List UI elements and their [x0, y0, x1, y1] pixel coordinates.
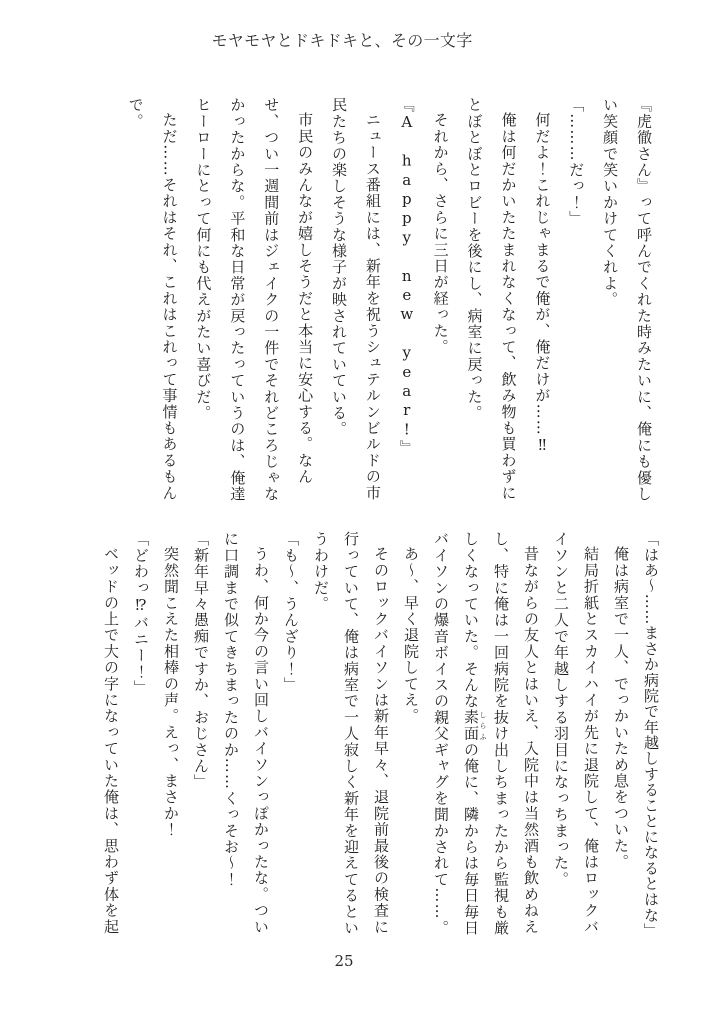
- story-title: モヤモヤとドキドキと、その一文字: [211, 31, 473, 50]
- paragraph-narration: そのロックバイソンは新年早々、退院前最後の検査に行っていて、俺は病室で一人寂しく新年を迎えてるというわけだ。: [312, 531, 390, 936]
- paragraph-narration-with-ruby: [426, 531, 546, 950]
- paragraph-narration: 俺は病室で一人、でっかいため息をついた。: [612, 546, 630, 870]
- ruby-annotation: [462, 709, 487, 742]
- paragraph-dialogue: 「も〜、うんざり！」: [282, 531, 300, 693]
- paragraph-narration: ベッドの上で大の字になっていた俺は、思わず体を起: [102, 546, 120, 935]
- text-block-upper: [118, 97, 660, 516]
- paragraph-narration: 結局折紙とスカイハイが先に退院して、俺はロックバイソンと二人で年越しする羽目になっちまった。: [552, 531, 600, 935]
- paragraph-narration: 突然聞こえた相棒の声。えっ、まさか！: [162, 546, 180, 838]
- paragraph-narration: 何だよ！これじゃまるで俺が、俺だけが……‼: [533, 112, 552, 456]
- paragraph-narration: ただ……それはそれ、これはこれって事情もあるもんで。: [126, 97, 179, 501]
- paragraph-dialogue: 「新年早々愚痴ですか、おじさん」: [192, 531, 210, 791]
- paragraph-quote-latin: [389, 97, 423, 516]
- paragraph-narration: それから、さらに三日が経った。: [431, 112, 450, 355]
- page-number: 25: [334, 952, 354, 970]
- paragraph-quote: 『虎徹さん』って呼んでくれた時みたいに、俺にも優しい笑顔で笑いかけてくれよ。: [601, 97, 653, 502]
- paragraph-narration: うわ、何か今の言い回しバイソンっぽかったな。ついに口調まで似てきちまったのか……くっそお〜！: [222, 531, 270, 935]
- paragraph-narration: あ〜、早く退院してえ。: [402, 546, 420, 725]
- text-block-lower: [96, 531, 666, 950]
- ruby-furigana: しらふ: [479, 709, 487, 742]
- paragraph-dialogue: 「………だっ！」: [567, 97, 586, 227]
- paragraph-dialogue: 「はあ〜……まさか病院で年越しすることになるとはな」: [642, 531, 660, 939]
- narration-post-ruby: の俺に、隣からは毎日毎日バイソンの爆音ボイスの親父ギャグを聞かされて……。: [432, 531, 480, 937]
- quote-open-bracket: 『: [397, 97, 416, 114]
- paragraph-narration: 市民のみんなが嬉しそうだと本当に安心する。なんせ、つい一週間前はジェイクの一件でそれどころじゃなかったからな。平和な日常が戻ったっていうのは、俺達ヒーローにとって何にも代えがたい喜びだ。: [194, 97, 315, 502]
- latin-quote-text: A happy new year!: [397, 113, 416, 440]
- narration-pre-ruby: 昔ながらの友人とはいえ、入院中は当然酒も飲めねえし、特に俺は一回病院を抜け出しちまったから監視も厳しくなっていた。そんな: [462, 531, 540, 936]
- quote-close-bracket: 』: [397, 439, 416, 456]
- paragraph-narration: 俺は何だかいたたまれなくなって、飲み物も買わずにとぼとぼとロビーを後にし、病室に戻った。: [465, 97, 518, 501]
- paragraph-narration: ニュース番組には、新年を祝うシュテルンビルドの市民たちの楽しそうな様子が映されていている。: [329, 97, 382, 501]
- paragraph-dialogue: 「どわっ⁉バニー！」: [132, 531, 150, 696]
- ruby-base: 素面: [462, 709, 480, 742]
